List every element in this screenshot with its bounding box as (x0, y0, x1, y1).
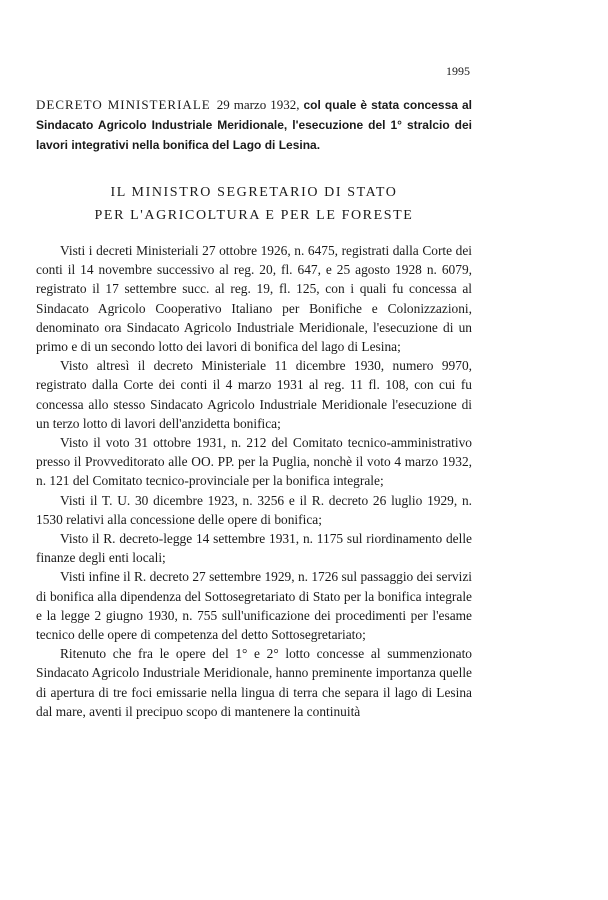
paragraph-visto-voto: Visto il voto 31 ottobre 1931, n. 212 del Comitato tecnico-amministrativo presso il Provveditorato alle OO. PP. per la Puglia, nonchè il voto 4 marzo 1932, n. 121 del Comitato tecnico-provinciale per la bonifica integrale; (36, 435, 472, 489)
issuing-authority (36, 181, 472, 227)
paragraph-visto-altresi: Visto altresì il decreto Ministeriale 11 dicembre 1930, numero 9970, registrato dalla Corte dei conti il 4 marzo 1931 al reg. 11 fl. 108, con cui fu concessa allo stesso Sindacato Agricolo Industriale Meridionale l'esecuzione di un terzo lotto di lavori dell'anzidetta bonifica; (36, 358, 472, 431)
paragraph-ritenuto: Ritenuto che fra le opere del 1° e 2° lotto concesse al summenzionato Sindacato Agricolo Industriale Meridionale, hanno preminente importanza quelle di apertura di tre foci emissarie nella lingua di terra che separa il lago di Lesina dal mare, aventi il precipuo scopo di mantenere la continuità (36, 646, 472, 719)
page-number: 1995 (446, 64, 470, 78)
decree-date: 29 marzo 1932, (216, 97, 300, 112)
decree-body (36, 241, 472, 721)
paragraph-visti-tu: Visti il T. U. 30 dicembre 1923, n. 3256 e il R. decreto 26 luglio 1929, n. 1530 relativi alla concessione delle opere di bonifica; (36, 492, 472, 527)
decree-label: DECRETO MINISTERIALE (36, 97, 211, 112)
authority-line-2: PER L'AGRICOLTURA E PER LE FORESTE (94, 208, 414, 223)
paragraph-visti-decreti: Visti i decreti Ministeriali 27 ottobre 1926, n. 6475, registrati dalla Corte dei conti il 14 novembre successivo al reg. 20, fl. 647, e 25 agosto 1928 n. 6079, registrato il 17 settembre succ. al reg. 19, fl. 125, con i quali fu concessa al Sindacato Agricolo Cooperativo Italiano per Bonifiche e Colonizzazioni, denominato ora Sindacato Agricolo Industriale Meridionale, l'esecuzione di un primo e di un secondo lotto dei lavori di bonifica del lago di Lesina; (36, 243, 472, 355)
paragraph-visti-infine: Visti infine il R. decreto 27 settembre 1929, n. 1726 sul passaggio dei servizi di bonifica alla dipendenza del Sottosegretariato di Stato per la bonifica integrale e la legge 2 giugno 1930, n. 755 sull'unificazione dei procedimenti per l'esame tecnico delle opere di competenza del detto Sottosegretariato; (36, 569, 472, 643)
authority-line-1: IL MINISTRO SEGRETARIO DI STATO (110, 185, 398, 200)
decree-subject: col quale è stata concessa al Sindacato Agricolo Industriale Meridionale, l'esecuzione del 1° stralcio dei lavori integrativi nella bonifica del Lago di Lesina. (36, 98, 473, 152)
paragraph-visto-decreto-legge: Visto il R. decreto-legge 14 settembre 1931, n. 1175 sul riordinamento delle finanze degli enti locali; (36, 531, 472, 566)
decree-heading (36, 95, 472, 155)
